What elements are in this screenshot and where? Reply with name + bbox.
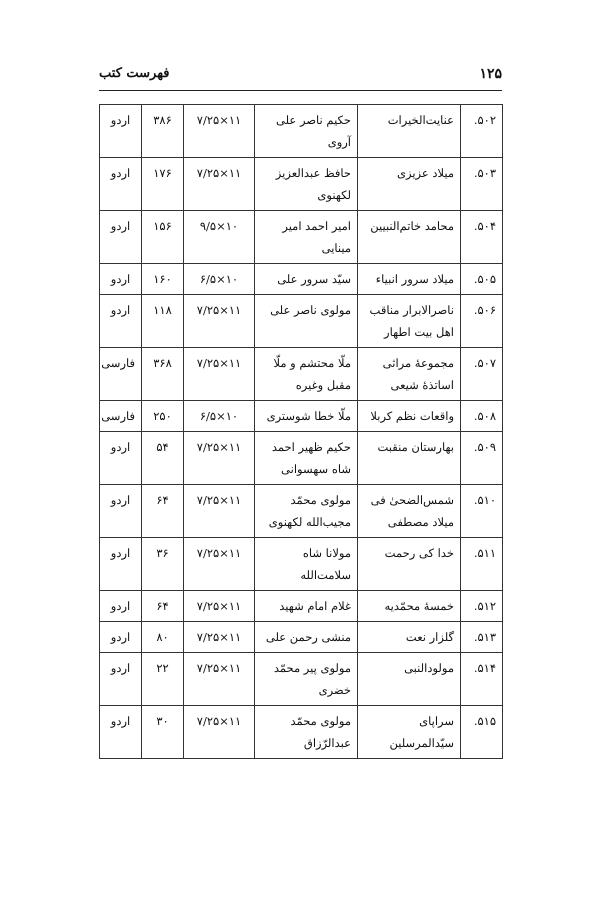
book-author: منشی رحمن علی <box>255 622 358 653</box>
page-count: ۳۶۸ <box>142 348 184 401</box>
page-count: ۶۴ <box>142 485 184 538</box>
page-count: ۱۱۸ <box>142 295 184 348</box>
book-title: گلزار نعت <box>358 622 461 653</box>
table-row <box>100 348 503 401</box>
table-row <box>100 211 503 264</box>
book-language: اردو <box>100 105 142 158</box>
book-title: میلاد سرور انبیاء <box>358 264 461 295</box>
book-author: غلام امام شهید <box>255 591 358 622</box>
book-size: ۱۱×۷/۲۵ <box>184 538 255 591</box>
book-title: شمس‌الضحیٰ فی میلاد مصطفی <box>358 485 461 538</box>
book-catalog-table <box>99 104 503 759</box>
entry-number: ۵۰۳. <box>461 158 503 211</box>
entry-number: ۵۰۷. <box>461 348 503 401</box>
page-count: ۲۲ <box>142 653 184 706</box>
page-count: ۳۰ <box>142 706 184 759</box>
book-language: اردو <box>100 653 142 706</box>
table-row <box>100 538 503 591</box>
book-language: اردو <box>100 158 142 211</box>
page-count: ۱۷۶ <box>142 158 184 211</box>
book-author: مولوی محمّد مجیب‌الله لکهنوی <box>255 485 358 538</box>
book-title: سراپای سیّدالمرسلین <box>358 706 461 759</box>
book-language: اردو <box>100 211 142 264</box>
book-size: ۱۱×۷/۲۵ <box>184 591 255 622</box>
book-language: اردو <box>100 706 142 759</box>
book-size: ۱۱×۷/۲۵ <box>184 295 255 348</box>
page-count: ۵۴ <box>142 432 184 485</box>
book-size: ۱۱×۷/۲۵ <box>184 432 255 485</box>
book-size: ۱۱×۷/۲۵ <box>184 158 255 211</box>
book-language: اردو <box>100 622 142 653</box>
book-author: حکیم ظهیر احمد شاه سهسوانی <box>255 432 358 485</box>
entry-number: ۵۰۵. <box>461 264 503 295</box>
book-size: ۱۱×۷/۲۵ <box>184 105 255 158</box>
table-row <box>100 485 503 538</box>
entry-number: ۵۱۱. <box>461 538 503 591</box>
book-author: ملّا محتشم و ملّا مقبل وغیره <box>255 348 358 401</box>
book-title: خدا کی رحمت <box>358 538 461 591</box>
entry-number: ۵۰۶. <box>461 295 503 348</box>
book-size: ۱۰×۶/۵ <box>184 401 255 432</box>
book-language: فارسی <box>100 348 142 401</box>
book-size: ۱۱×۷/۲۵ <box>184 706 255 759</box>
table-row <box>100 622 503 653</box>
book-size: ۱۰×۹/۵ <box>184 211 255 264</box>
book-language: اردو <box>100 538 142 591</box>
page-count: ۸۰ <box>142 622 184 653</box>
page-count: ۱۶۰ <box>142 264 184 295</box>
book-language: اردو <box>100 591 142 622</box>
entry-number: ۵۱۰. <box>461 485 503 538</box>
book-title: عنایت‌الخیرات <box>358 105 461 158</box>
table-row <box>100 653 503 706</box>
table-row <box>100 401 503 432</box>
book-size: ۱۱×۷/۲۵ <box>184 653 255 706</box>
book-author: مولوی پیر محمّد خضری <box>255 653 358 706</box>
book-title: مجموعهٔ مراثی اساتذهٔ شیعی <box>358 348 461 401</box>
book-language: فارسی <box>100 401 142 432</box>
book-size: ۱۱×۷/۲۵ <box>184 348 255 401</box>
entry-number: ۵۰۲. <box>461 105 503 158</box>
book-title: ناصرالابرار مناقب اهل بیت اطهار <box>358 295 461 348</box>
table-row <box>100 264 503 295</box>
page-count: ۳۶ <box>142 538 184 591</box>
entry-number: ۵۰۴. <box>461 211 503 264</box>
table-row <box>100 105 503 158</box>
book-language: اردو <box>100 432 142 485</box>
book-author: مولوی محمّد عبدالرّزاق <box>255 706 358 759</box>
book-title: میلاد عزیزی <box>358 158 461 211</box>
book-title: خمسهٔ محمّدیه <box>358 591 461 622</box>
running-title: فهرست کتب <box>99 66 170 81</box>
book-author: مولانا شاه سلامت‌الله <box>255 538 358 591</box>
book-author: ملّا خطا شوستری <box>255 401 358 432</box>
table-row <box>100 295 503 348</box>
book-author: حافظ عبدالعزیز لکهنوی <box>255 158 358 211</box>
entry-number: ۵۱۵. <box>461 706 503 759</box>
page-header <box>99 64 502 91</box>
page-count: ۶۴ <box>142 591 184 622</box>
book-size: ۱۰×۶/۵ <box>184 264 255 295</box>
book-language: اردو <box>100 485 142 538</box>
entry-number: ۵۱۲. <box>461 591 503 622</box>
book-language: اردو <box>100 264 142 295</box>
entry-number: ۵۱۴. <box>461 653 503 706</box>
book-title: بهارستان منقبت <box>358 432 461 485</box>
page-count: ۱۵۶ <box>142 211 184 264</box>
page-count: ۳۸۶ <box>142 105 184 158</box>
table-row <box>100 432 503 485</box>
book-title: محامد خاتم‌النبیین <box>358 211 461 264</box>
book-author: حکیم ناصر علی آروی <box>255 105 358 158</box>
entry-number: ۵۰۸. <box>461 401 503 432</box>
catalog-body <box>100 105 503 759</box>
book-author: سیّد سرور علی <box>255 264 358 295</box>
book-author: امیر احمد امیر مینایی <box>255 211 358 264</box>
book-title: مولودالنبی <box>358 653 461 706</box>
entry-number: ۵۰۹. <box>461 432 503 485</box>
book-language: اردو <box>100 295 142 348</box>
table-row <box>100 591 503 622</box>
entry-number: ۵۱۳. <box>461 622 503 653</box>
book-size: ۱۱×۷/۲۵ <box>184 485 255 538</box>
book-title: واقعات نظم کربلا <box>358 401 461 432</box>
page-count: ۲۵۰ <box>142 401 184 432</box>
book-size: ۱۱×۷/۲۵ <box>184 622 255 653</box>
table-row <box>100 158 503 211</box>
table-row <box>100 706 503 759</box>
page-number: ۱۲۵ <box>479 66 502 82</box>
book-author: مولوی ناصر علی <box>255 295 358 348</box>
